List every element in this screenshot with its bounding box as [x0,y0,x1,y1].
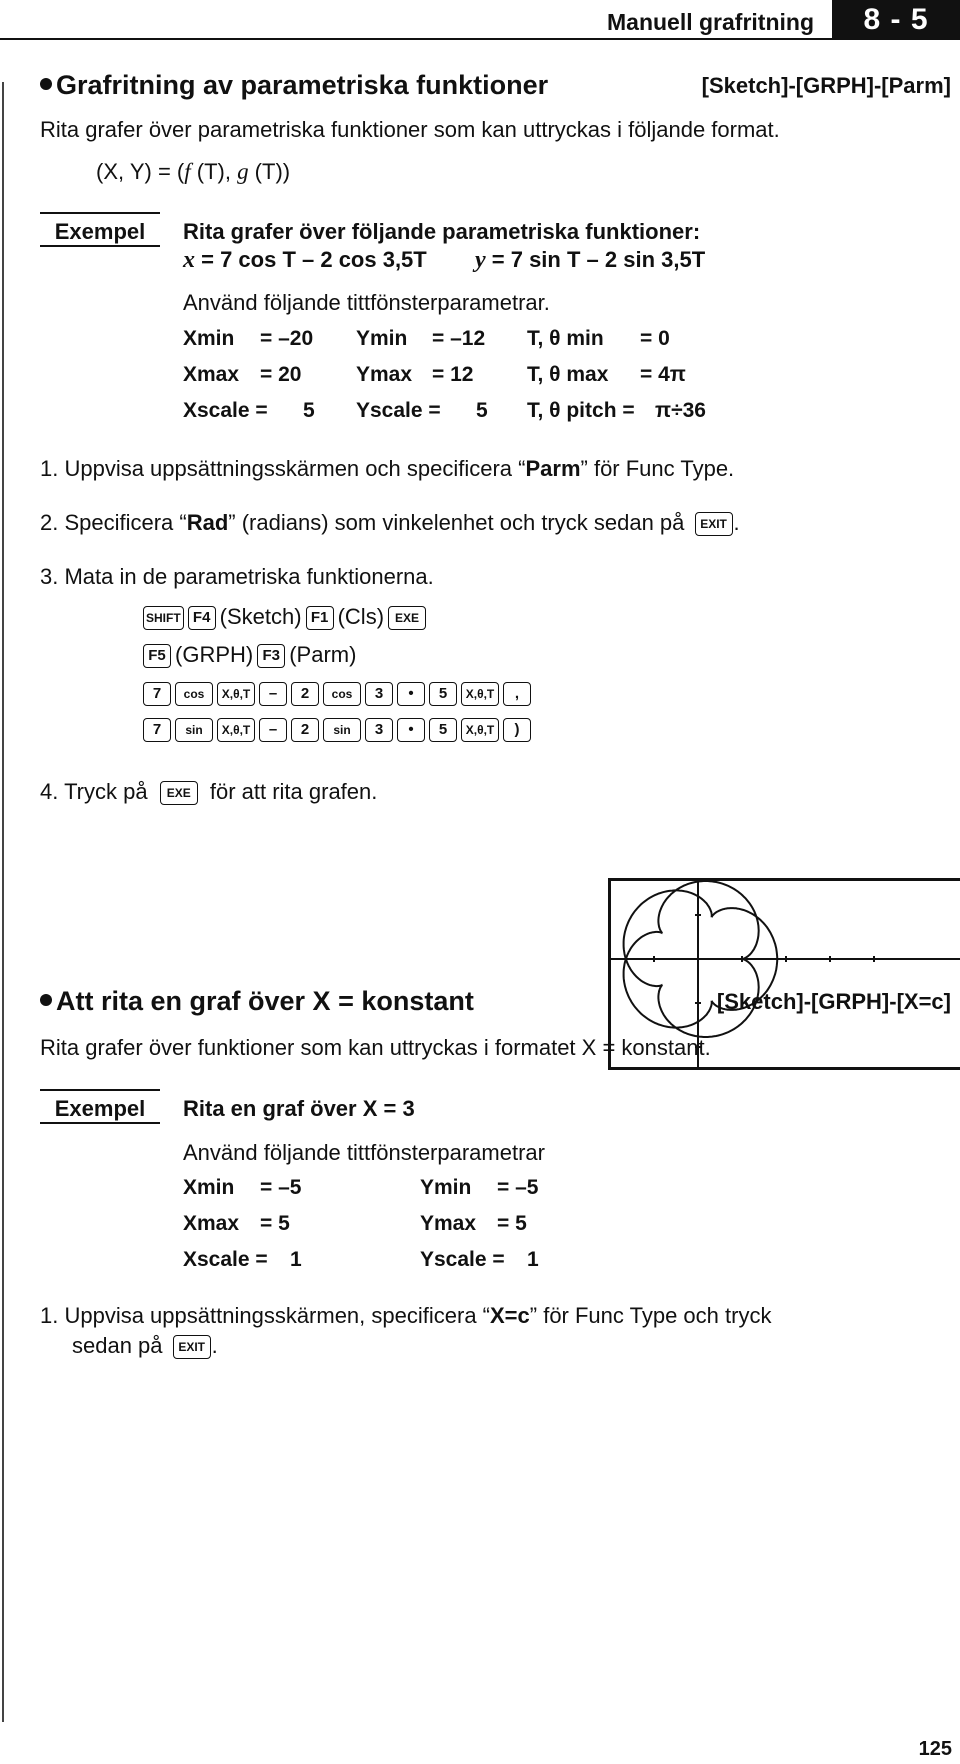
step-3: 3. Mata in de parametriska funktionerna. [40,564,434,589]
param2-ymax-value: = 5 [497,1212,527,1235]
calculator-key-icon: , [503,682,531,706]
example2-rule-bottom [40,1122,160,1124]
param-tmin-value: = 0 [640,327,670,350]
calculator-key-icon: F5 [143,644,171,668]
bullet-icon [40,78,52,90]
section1-intro: Rita grafer över parametriska funktioner som kan uttryckas i följande format. [40,117,780,142]
exe-key-icon: EXE [160,781,198,805]
param2-xmax-value: = 5 [260,1212,290,1235]
parametric-format: (X, Y) = (f (T), g (T)) [96,159,291,184]
param-tmin-label: T, θ min [527,327,604,350]
calculator-key-icon: – [259,682,287,706]
params2-intro: Använd följande tittfönsterparametrar [183,1140,545,1165]
example-rule-top [40,212,160,214]
param-xmin-label: Xmin [183,327,235,350]
param-xmax-label: Xmax [183,363,240,386]
example-rule-bottom [40,245,160,247]
section2-step-1-cont: sedan på EXIT . [72,1333,218,1358]
calculator-key-icon: ) [503,718,531,742]
param2-ymax-label: Ymax [420,1212,477,1235]
step-2: 2. Specificera “Rad” (radians) som vinkelenhet och tryck sedan på EXIT . [40,510,740,535]
calculator-key-icon: F3 [257,644,285,668]
calculator-key-icon: sin [323,718,361,742]
calculator-key-icon: X,θ,T [461,718,499,742]
keystroke-line-2 [143,642,360,668]
calculator-key-icon: • [397,682,425,706]
param-tmax-label: T, θ max [527,363,609,386]
step-1: 1. Uppvisa uppsättningsskärmen och specificera “Parm” för Func Type. [40,456,735,481]
params-intro: Använd följande tittfönsterparametrar. [183,290,550,315]
calculator-key-icon: X,θ,T [217,682,255,706]
section2-heading: Att rita en graf över X = konstant [40,986,474,1017]
calculator-key-icon: cos [175,682,213,706]
param-tmax-value: = 4π [640,363,686,386]
calculator-key-icon: F1 [306,606,334,630]
param-ymax-label: Ymax [356,363,413,386]
param2-xmin-value: = –5 [260,1176,302,1199]
margin-rule [2,82,4,1722]
section1-heading: Grafritning av parametriska funktioner [40,70,548,101]
exit-key-icon: EXIT [173,1335,211,1359]
section-number-badge: 8 - 5 [832,0,960,38]
calculator-key-icon: 5 [429,718,457,742]
key-caption: (Cls) [337,604,385,629]
param2-yscale-label: Yscale = [420,1248,505,1271]
keystroke-line-4 [143,716,535,742]
equation-y: y = 7 sin T – 2 sin 3,5T [475,247,706,273]
section2-step-1: 1. Uppvisa uppsättningsskärmen, specificera “X=c” för Func Type och tryck [40,1303,772,1328]
calculator-key-icon: SHIFT [143,606,184,630]
calculator-key-icon: 7 [143,682,171,706]
calculator-key-icon: 3 [365,682,393,706]
calculator-key-icon: 2 [291,682,319,706]
param-xmax-value: = 20 [260,363,302,386]
calculator-key-icon: – [259,718,287,742]
param-ymax-value: = 12 [432,363,474,386]
calculator-key-icon: F4 [188,606,216,630]
param-xscale-value: 5 [303,399,315,422]
param-xmin-value: = –20 [260,327,314,350]
calculator-key-icon: 7 [143,718,171,742]
section2-intro: Rita grafer över funktioner som kan uttryckas i formatet X = konstant. [40,1035,711,1060]
exit-key-icon: EXIT [695,512,733,536]
key-caption: (Parm) [289,642,357,667]
param2-xmax-label: Xmax [183,1212,240,1235]
section1-keypath: [Sketch]-[GRPH]-[Parm] [701,73,951,98]
example2-label: Exempel [54,1096,146,1121]
chapter-title: Manuell grafritning [607,9,814,35]
param-ymin-value: = –12 [432,327,486,350]
page-number: 125 [918,1738,952,1760]
calculator-key-icon: 5 [429,682,457,706]
key-caption: (GRPH) [175,642,254,667]
calculator-key-icon: X,θ,T [217,718,255,742]
calculator-key-icon: X,θ,T [461,682,499,706]
step-4: 4. Tryck på EXE för att rita grafen. [40,779,378,804]
param-ymin-label: Ymin [356,327,408,350]
param-tpitch-label: T, θ pitch = [527,399,635,422]
calculator-key-icon: • [397,718,425,742]
param-yscale-value: 5 [476,399,488,422]
calculator-key-icon: sin [175,718,213,742]
keystroke-line-3 [143,680,535,706]
param2-yscale-value: 1 [527,1248,539,1271]
section2-keypath: [Sketch]-[GRPH]-[X=c] [716,989,951,1014]
param-yscale-label: Yscale = [356,399,441,422]
example-title: Rita grafer över följande parametriska funktioner: [183,219,701,244]
header-rule [0,38,960,40]
key-caption: (Sketch) [219,604,302,629]
example2-rule-top [40,1089,160,1091]
calculator-key-icon: 2 [291,718,319,742]
param2-ymin-label: Ymin [420,1176,472,1199]
example-label: Exempel [54,219,146,244]
equation-x: x = 7 cos T – 2 cos 3,5T [183,247,427,273]
keystroke-line-1 [143,604,430,630]
calculator-key-icon: 3 [365,718,393,742]
calculator-key-icon: cos [323,682,361,706]
param-tpitch-value: π÷36 [655,399,706,422]
param2-ymin-value: = –5 [497,1176,539,1199]
calculator-key-icon: EXE [388,606,426,630]
param2-xmin-label: Xmin [183,1176,235,1199]
param2-xscale-value: 1 [290,1248,302,1271]
bullet-icon [40,994,52,1006]
example2-title: Rita en graf över X = 3 [183,1096,415,1121]
param-xscale-label: Xscale = [183,399,268,422]
param2-xscale-label: Xscale = [183,1248,268,1271]
